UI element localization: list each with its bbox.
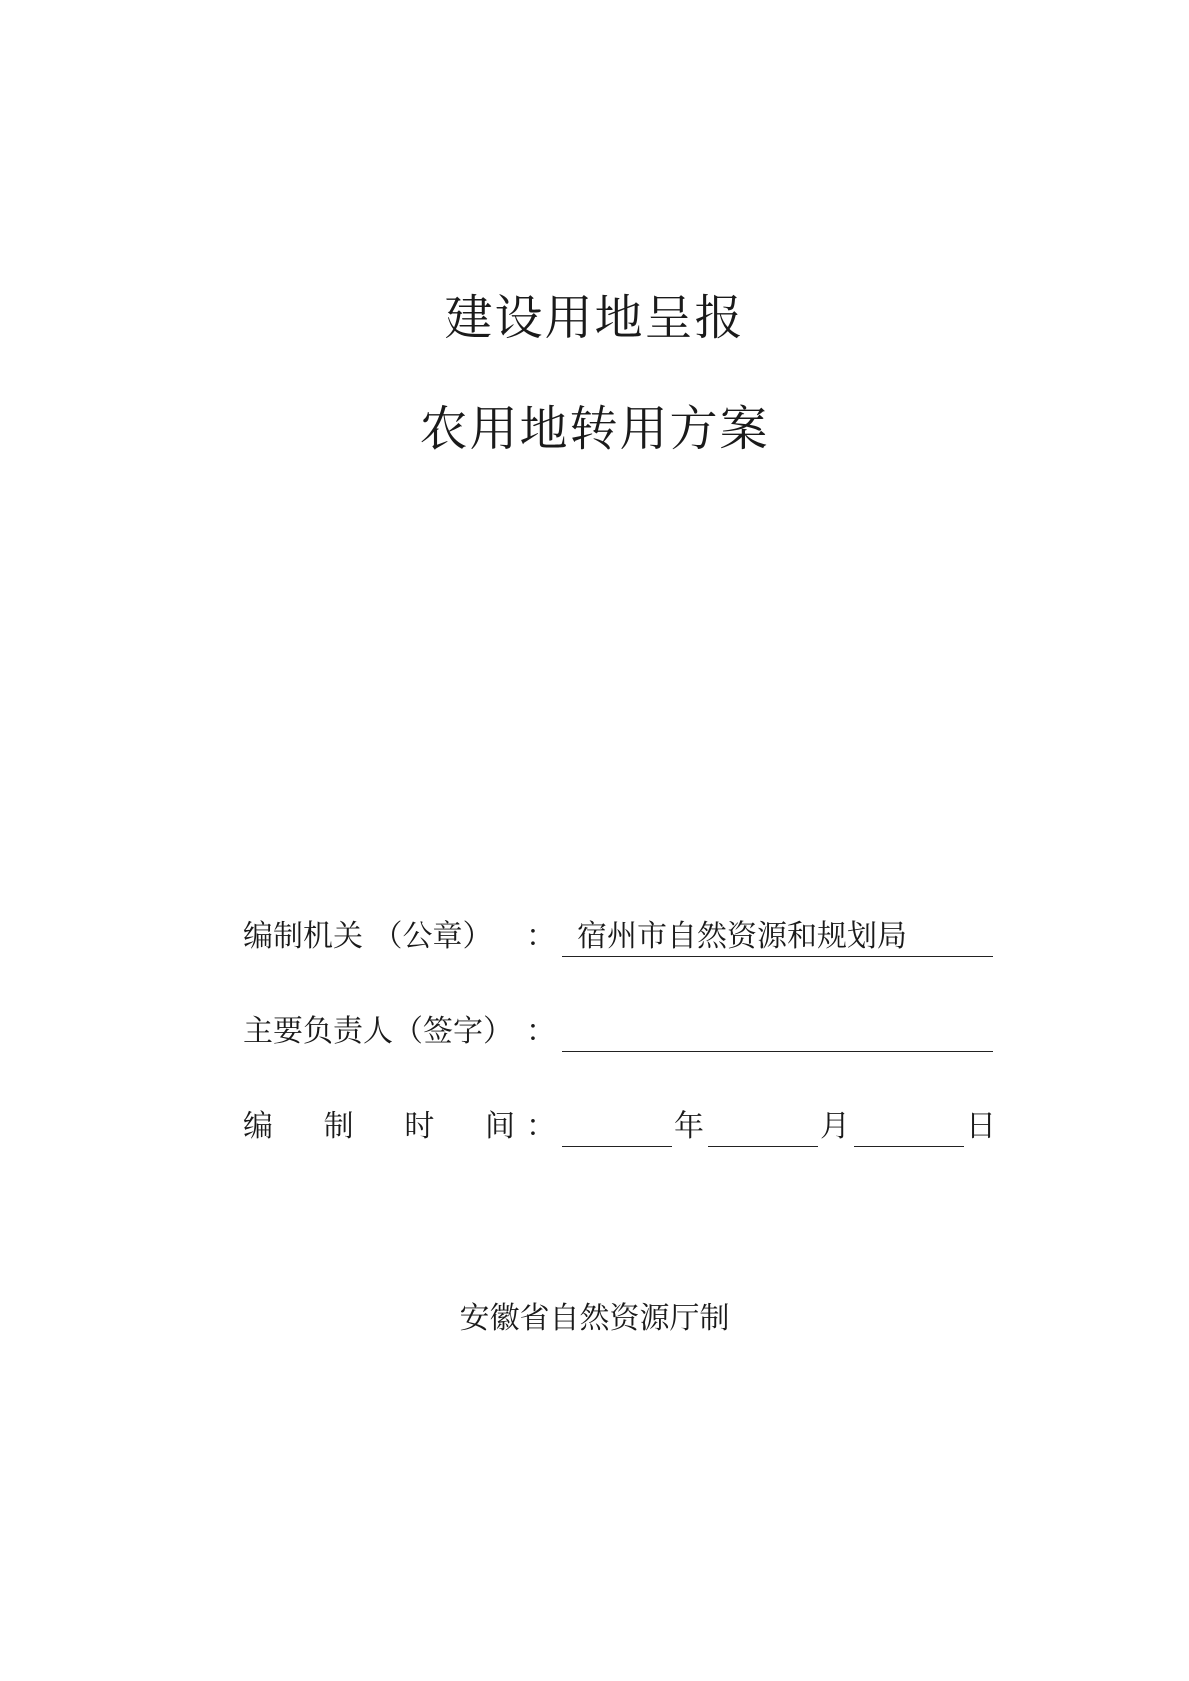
month-blank [708, 1146, 818, 1147]
year-blank [562, 1146, 672, 1147]
compile-time-label [243, 1105, 515, 1149]
document-subtitle: 农用地转用方案 [419, 401, 770, 457]
issuer-footer: 安徽省自然资源厅制 [459, 1301, 730, 1336]
compile-time-row [243, 1105, 996, 1149]
responsible-person-row [243, 1010, 993, 1054]
day-unit: 日 [966, 1109, 996, 1144]
compiling-authority-colon: ： [526, 919, 556, 954]
compile-time-label-char: 制 [323, 1109, 354, 1144]
compiling-authority-row [243, 915, 993, 959]
document-title: 建设用地呈报 [444, 290, 745, 346]
compile-time-label-char: 时 [404, 1109, 435, 1144]
month-unit: 月 [820, 1109, 850, 1144]
compile-time-colon: ： [526, 1109, 556, 1144]
compile-time-label-char: 编 [243, 1109, 273, 1144]
year-unit: 年 [674, 1109, 704, 1144]
compiling-authority-value: 宿州市自然资源和规划局 [577, 919, 907, 954]
responsible-person-colon: ： [526, 1014, 556, 1049]
compiling-authority-label: 编制机关 （公章） [243, 919, 493, 954]
day-blank [854, 1146, 964, 1147]
compile-time-label-char: 间 [484, 1109, 515, 1144]
responsible-person-signature-line [562, 1051, 993, 1052]
responsible-person-label: 主要负责人（签字） [243, 1014, 513, 1049]
